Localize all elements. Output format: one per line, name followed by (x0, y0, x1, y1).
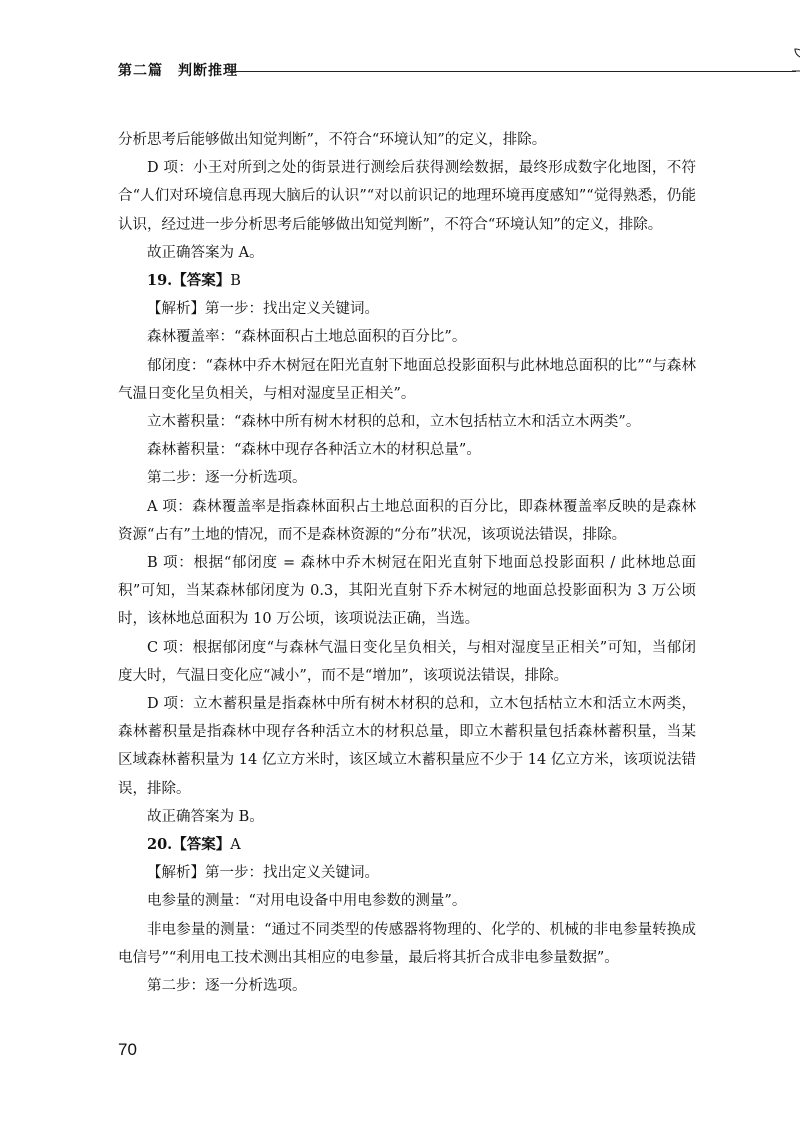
paragraph: 森林覆盖率：“森林面积占土地总面积的百分比”。 (147, 329, 467, 346)
paragraph: 【解析】第一步：找出定义关键词。 (147, 865, 379, 882)
running-header (118, 58, 698, 82)
paragraph: 【解析】第一步：找出定义关键词。 (147, 301, 379, 318)
paragraph: 电参量的测量：“对用电设备中用电参数的测量”。 (147, 893, 467, 910)
paragraph: B 项：根据“郁闭度 = 森林中乔木树冠在阳光直射下地面总投影面积 / 此林地总面积”可知，当某森林郁闭度为 0.3，其阳光直射下乔木树冠的地面总投影面积为 3 万公顷时，该林地总面积为 10 万公顷，该项说法正确，当选。 (118, 555, 696, 628)
answer-value: B (230, 273, 241, 290)
paragraph: 立木蓄积量：“森林中所有树木材积的总和，立木包括枯立木和活立木两类”。 (147, 414, 641, 431)
paragraph: 故正确答案为 B。 (147, 808, 264, 825)
paragraph: C 项：根据郁闭度“与森林气温日变化呈负相关，与相对湿度呈正相关”可知，当郁闭度大时，气温日变化应“减小”，而不是“增加”，该项说法错误，排除。 (118, 639, 696, 684)
paragraph: A 项：森林覆盖率是指森林面积占土地总面积的百分比，即森林覆盖率反映的是森林资源“占有”土地的情况，而不是森林资源的“分布”状况，该项说法错误，排除。 (118, 498, 696, 543)
paragraph: 非电参量的测量：“通过不同类型的传感器将物理的、化学的、机械的非电参量转换成电信号”“利用电工技术测出其相应的电参量，最后将其折合成非电参量数据”。 (118, 921, 696, 966)
paragraph: 森林蓄积量：“森林中现存各种活立木的材积总量”。 (147, 442, 481, 459)
header-rule (230, 71, 796, 72)
answer-line-19 (118, 267, 696, 295)
header-title: 第二篇 判断推理 (118, 63, 238, 79)
paragraph: 分析思考后能够做出知觉判断”，不符合“环境认知”的定义，排除。 (118, 132, 547, 148)
answer-label: 20.【答案】 (147, 836, 231, 854)
answer-line-20 (118, 831, 696, 859)
paragraph: D 项：小王对所到之处的街景进行测绘后获得测绘数据，最终形成数字化地图，不符合“人们对环境信息再现大脑后的认识”“对以前识记的地理环境再度感知”“觉得熟悉，仍能认识，经过进一步分析思考后能够做出知觉判断”，不符合“环境认知”的定义，排除。 (118, 160, 696, 233)
paragraph: 故正确答案为 A。 (147, 244, 264, 261)
sprout-icon (790, 44, 800, 74)
answer-value: A (230, 837, 241, 854)
paragraph: 第二步：逐一分析选项。 (147, 978, 307, 995)
paragraph: D 项：立木蓄积量是指森林中所有树木材积的总和，立木包括枯立木和活立木两类，森林蓄积量是指森林中现存各种活立木的材积总量，即立木蓄积量包括森林蓄积量，当某区域森林蓄积量为 14 亿立方米时，该区域立木蓄积量应不少于 14 亿立方米，该项说法错误，排除。 (118, 696, 696, 797)
page-number: 70 (118, 1040, 137, 1059)
answer-label: 19.【答案】 (147, 272, 231, 290)
paragraph: 第二步：逐一分析选项。 (147, 470, 307, 487)
paragraph: 郁闭度：“森林中乔木树冠在阳光直射下地面总投影面积与此林地总面积的比”“与森林气温日变化呈负相关，与相对湿度呈正相关”。 (118, 357, 696, 402)
main-text (118, 126, 696, 1000)
